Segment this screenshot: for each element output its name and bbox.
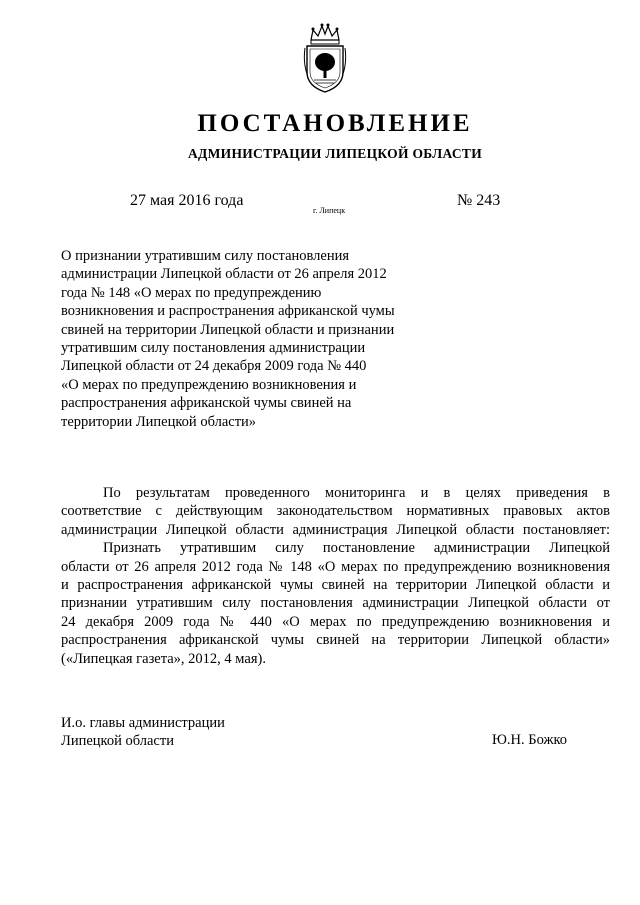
document-city: г. Липецк: [313, 206, 346, 215]
body-line: соответствие с действующим законодательством нормативных правовых актов: [61, 503, 610, 520]
body-line: Признать утратившим силу постановление администрации Липецкой: [103, 540, 610, 557]
body-line: По результатам проведенного мониторинга и в целях приведения в: [103, 485, 610, 501]
body-line: признании утратившим силу постановления администрации Липецкой области от: [61, 595, 610, 612]
coat-of-arms-icon: [303, 22, 347, 94]
body-line: и распространения африканской чумы свиней на территории Липецкой области и: [61, 577, 610, 594]
subject-line: распространения африканской чумы свиней на: [61, 395, 352, 412]
signer-position-line: И.о. главы администрации: [61, 715, 225, 731]
document-number: № 243: [457, 192, 501, 209]
subject-line: «О мерах по предупреждению возникновения и: [61, 376, 357, 393]
subject-line: О признании утратившим силу постановления: [61, 248, 350, 264]
body-line: («Липецкая газета», 2012, 4 мая).: [61, 650, 266, 667]
body-paragraph-decision: [61, 539, 610, 668]
body-line: области от 26 апреля 2012 года № 148 «О мерах по предупреждению возникновения: [61, 558, 610, 575]
subject-line: свиней на территории Липецкой области и признании: [61, 321, 395, 338]
subject-line: Липецкой области от 24 декабря 2009 года № 440: [61, 358, 367, 375]
body-paragraph-preamble: [61, 484, 610, 539]
subject-line: возникновения и распространения африканской чумы: [61, 303, 395, 320]
body-line: распространения африканской чумы свиней на территории Липецкой области»: [61, 632, 610, 649]
body-line: администрации Липецкой области администрация Липецкой области постановляет:: [61, 521, 610, 538]
signer-position: [61, 714, 225, 751]
document-subject: [61, 247, 401, 431]
subject-line: администрации Липецкой области от 26 апреля 2012: [61, 266, 387, 283]
document-title: ПОСТАНОВЛЕНИЕ: [197, 110, 473, 137]
document-subtitle: АДМИНИСТРАЦИИ ЛИПЕЦКОЙ ОБЛАСТИ: [187, 146, 483, 161]
subject-line: года № 148 «О мерах по предупреждению: [61, 284, 322, 301]
subject-line: утратившим силу постановления администрации: [61, 340, 366, 357]
signer-position-line: Липецкой области: [61, 733, 174, 750]
signer-name: Ю.Н. Божко: [492, 732, 568, 748]
body-line: 24 декабря 2009 года № 440 «О мерах по предупреждению возникновения и: [61, 613, 610, 630]
document-date: 27 мая 2016 года: [130, 192, 244, 209]
document-body: [61, 484, 610, 668]
subject-line: территории Липецкой области»: [61, 413, 257, 430]
